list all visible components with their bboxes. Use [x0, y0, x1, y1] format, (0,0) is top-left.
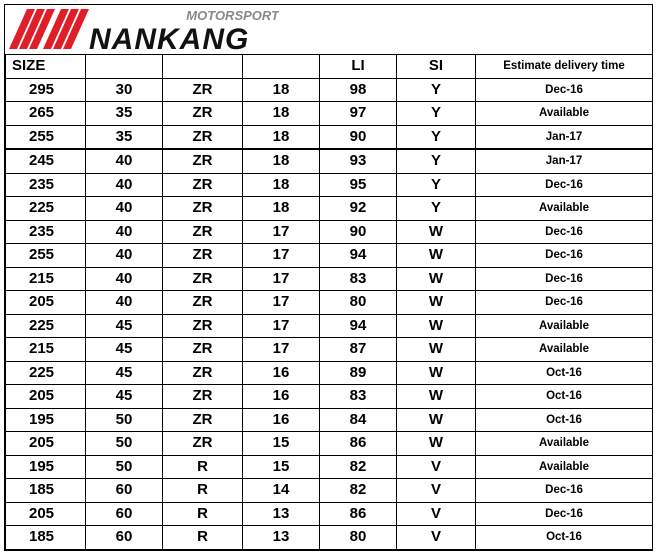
cell-speed-index: V — [397, 479, 476, 503]
cell-delivery: Available — [476, 455, 653, 479]
cell-width: 245 — [6, 149, 86, 173]
table-row — [6, 220, 653, 244]
cell-width: 215 — [6, 267, 86, 291]
cell-delivery: Available — [476, 338, 653, 362]
cell-speed-index: W — [397, 385, 476, 409]
cell-construction: ZR — [163, 291, 243, 315]
cell-speed-index: W — [397, 244, 476, 268]
cell-speed-index: Y — [397, 173, 476, 197]
cell-ratio: 40 — [86, 149, 163, 173]
table-row — [6, 479, 653, 503]
table-row — [6, 502, 653, 526]
nankang-motorsport-logo — [7, 7, 279, 51]
cell-load-index: 82 — [320, 455, 397, 479]
brand-name: NANKANG — [89, 23, 250, 51]
cell-ratio: 40 — [86, 244, 163, 268]
cell-construction: R — [163, 526, 243, 550]
table-header-row — [6, 55, 653, 79]
table-row — [6, 173, 653, 197]
cell-ratio: 60 — [86, 502, 163, 526]
cell-ratio: 45 — [86, 338, 163, 362]
cell-width: 255 — [6, 125, 86, 149]
cell-delivery: Oct-16 — [476, 526, 653, 550]
table-row — [6, 432, 653, 456]
cell-speed-index: W — [397, 291, 476, 315]
cell-width: 265 — [6, 102, 86, 126]
cell-width: 295 — [6, 78, 86, 102]
cell-width: 205 — [6, 385, 86, 409]
cell-ratio: 40 — [86, 220, 163, 244]
cell-load-index: 83 — [320, 267, 397, 291]
table-row — [6, 385, 653, 409]
cell-construction: ZR — [163, 338, 243, 362]
cell-delivery: Dec-16 — [476, 479, 653, 503]
cell-rim: 16 — [243, 385, 320, 409]
cell-ratio: 50 — [86, 455, 163, 479]
cell-rim: 16 — [243, 408, 320, 432]
cell-delivery: Jan-17 — [476, 125, 653, 149]
cell-speed-index: Y — [397, 149, 476, 173]
column-header-rim — [243, 55, 320, 79]
cell-construction: ZR — [163, 173, 243, 197]
cell-speed-index: Y — [397, 78, 476, 102]
cell-rim: 13 — [243, 502, 320, 526]
cell-load-index: 80 — [320, 526, 397, 550]
table-row — [6, 408, 653, 432]
cell-load-index: 94 — [320, 314, 397, 338]
cell-rim: 17 — [243, 338, 320, 362]
cell-width: 195 — [6, 455, 86, 479]
cell-delivery: Jan-17 — [476, 149, 653, 173]
cell-load-index: 82 — [320, 479, 397, 503]
cell-width: 205 — [6, 502, 86, 526]
cell-width: 255 — [6, 244, 86, 268]
column-header-size: SIZE — [6, 55, 86, 79]
table-row — [6, 244, 653, 268]
cell-delivery: Dec-16 — [476, 220, 653, 244]
cell-construction: ZR — [163, 125, 243, 149]
table-row — [6, 338, 653, 362]
cell-rim: 17 — [243, 267, 320, 291]
cell-width: 235 — [6, 173, 86, 197]
cell-delivery: Dec-16 — [476, 78, 653, 102]
cell-load-index: 90 — [320, 125, 397, 149]
cell-speed-index: W — [397, 408, 476, 432]
cell-width: 235 — [6, 220, 86, 244]
cell-speed-index: V — [397, 455, 476, 479]
cell-delivery: Available — [476, 432, 653, 456]
table-row — [6, 125, 653, 149]
cell-ratio: 60 — [86, 526, 163, 550]
cell-width: 225 — [6, 197, 86, 221]
brand-tagline: MOTORSPORT — [186, 8, 279, 23]
cell-speed-index: W — [397, 220, 476, 244]
cell-width: 205 — [6, 432, 86, 456]
table-row — [6, 361, 653, 385]
cell-ratio: 40 — [86, 267, 163, 291]
brand-stripes-icon — [9, 9, 89, 49]
tire-size-table — [5, 54, 653, 550]
cell-speed-index: Y — [397, 125, 476, 149]
brand-header — [5, 5, 652, 53]
cell-load-index: 87 — [320, 338, 397, 362]
cell-delivery: Available — [476, 102, 653, 126]
cell-load-index: 93 — [320, 149, 397, 173]
cell-construction: ZR — [163, 149, 243, 173]
cell-delivery: Oct-16 — [476, 408, 653, 432]
cell-ratio: 40 — [86, 173, 163, 197]
cell-ratio: 40 — [86, 291, 163, 315]
cell-width: 185 — [6, 479, 86, 503]
cell-load-index: 98 — [320, 78, 397, 102]
cell-construction: ZR — [163, 361, 243, 385]
cell-construction: ZR — [163, 267, 243, 291]
cell-load-index: 94 — [320, 244, 397, 268]
cell-width: 225 — [6, 314, 86, 338]
cell-rim: 18 — [243, 197, 320, 221]
table-row — [6, 197, 653, 221]
table-row — [6, 291, 653, 315]
cell-load-index: 90 — [320, 220, 397, 244]
cell-speed-index: V — [397, 502, 476, 526]
cell-rim: 17 — [243, 314, 320, 338]
cell-delivery: Dec-16 — [476, 173, 653, 197]
cell-ratio: 40 — [86, 197, 163, 221]
cell-ratio: 50 — [86, 408, 163, 432]
table-body — [6, 78, 653, 549]
cell-load-index: 89 — [320, 361, 397, 385]
cell-rim: 18 — [243, 125, 320, 149]
cell-load-index: 83 — [320, 385, 397, 409]
table-row — [6, 455, 653, 479]
cell-load-index: 80 — [320, 291, 397, 315]
cell-construction: ZR — [163, 314, 243, 338]
cell-speed-index: W — [397, 432, 476, 456]
cell-construction: R — [163, 502, 243, 526]
cell-rim: 14 — [243, 479, 320, 503]
cell-rim: 18 — [243, 102, 320, 126]
cell-rim: 13 — [243, 526, 320, 550]
cell-speed-index: W — [397, 314, 476, 338]
cell-construction: ZR — [163, 385, 243, 409]
cell-width: 195 — [6, 408, 86, 432]
cell-construction: R — [163, 479, 243, 503]
cell-speed-index: Y — [397, 197, 476, 221]
cell-construction: ZR — [163, 220, 243, 244]
cell-construction: ZR — [163, 244, 243, 268]
cell-ratio: 50 — [86, 432, 163, 456]
cell-ratio: 45 — [86, 361, 163, 385]
cell-speed-index: V — [397, 526, 476, 550]
cell-load-index: 97 — [320, 102, 397, 126]
table-row — [6, 267, 653, 291]
cell-delivery: Dec-16 — [476, 267, 653, 291]
cell-ratio: 35 — [86, 125, 163, 149]
tire-price-sheet — [4, 4, 653, 551]
cell-construction: ZR — [163, 197, 243, 221]
table-row — [6, 526, 653, 550]
cell-rim: 17 — [243, 291, 320, 315]
cell-rim: 18 — [243, 78, 320, 102]
cell-delivery: Dec-16 — [476, 291, 653, 315]
cell-rim: 15 — [243, 432, 320, 456]
cell-width: 185 — [6, 526, 86, 550]
cell-rim: 15 — [243, 455, 320, 479]
cell-rim: 16 — [243, 361, 320, 385]
column-header-construction — [163, 55, 243, 79]
column-header-ratio — [86, 55, 163, 79]
cell-rim: 17 — [243, 220, 320, 244]
cell-delivery: Oct-16 — [476, 361, 653, 385]
column-header-load-index: LI — [320, 55, 397, 79]
table-row — [6, 149, 653, 173]
cell-width: 215 — [6, 338, 86, 362]
cell-speed-index: W — [397, 338, 476, 362]
cell-speed-index: Y — [397, 102, 476, 126]
cell-rim: 18 — [243, 149, 320, 173]
cell-delivery: Available — [476, 197, 653, 221]
table-row — [6, 78, 653, 102]
cell-width: 205 — [6, 291, 86, 315]
cell-delivery: Dec-16 — [476, 244, 653, 268]
cell-width: 225 — [6, 361, 86, 385]
column-header-speed-index: SI — [397, 55, 476, 79]
cell-construction: ZR — [163, 408, 243, 432]
cell-construction: ZR — [163, 102, 243, 126]
cell-ratio: 45 — [86, 385, 163, 409]
table-row — [6, 102, 653, 126]
cell-load-index: 95 — [320, 173, 397, 197]
cell-speed-index: W — [397, 267, 476, 291]
cell-rim: 17 — [243, 244, 320, 268]
cell-delivery: Available — [476, 314, 653, 338]
cell-ratio: 45 — [86, 314, 163, 338]
cell-load-index: 92 — [320, 197, 397, 221]
column-header-delivery: Estimate delivery time — [476, 55, 653, 79]
cell-load-index: 84 — [320, 408, 397, 432]
cell-load-index: 86 — [320, 432, 397, 456]
cell-speed-index: W — [397, 361, 476, 385]
cell-construction: R — [163, 455, 243, 479]
cell-rim: 18 — [243, 173, 320, 197]
cell-delivery: Dec-16 — [476, 502, 653, 526]
cell-ratio: 30 — [86, 78, 163, 102]
cell-construction: ZR — [163, 78, 243, 102]
cell-ratio: 35 — [86, 102, 163, 126]
cell-load-index: 86 — [320, 502, 397, 526]
cell-delivery: Oct-16 — [476, 385, 653, 409]
table-row — [6, 314, 653, 338]
cell-ratio: 60 — [86, 479, 163, 503]
cell-construction: ZR — [163, 432, 243, 456]
